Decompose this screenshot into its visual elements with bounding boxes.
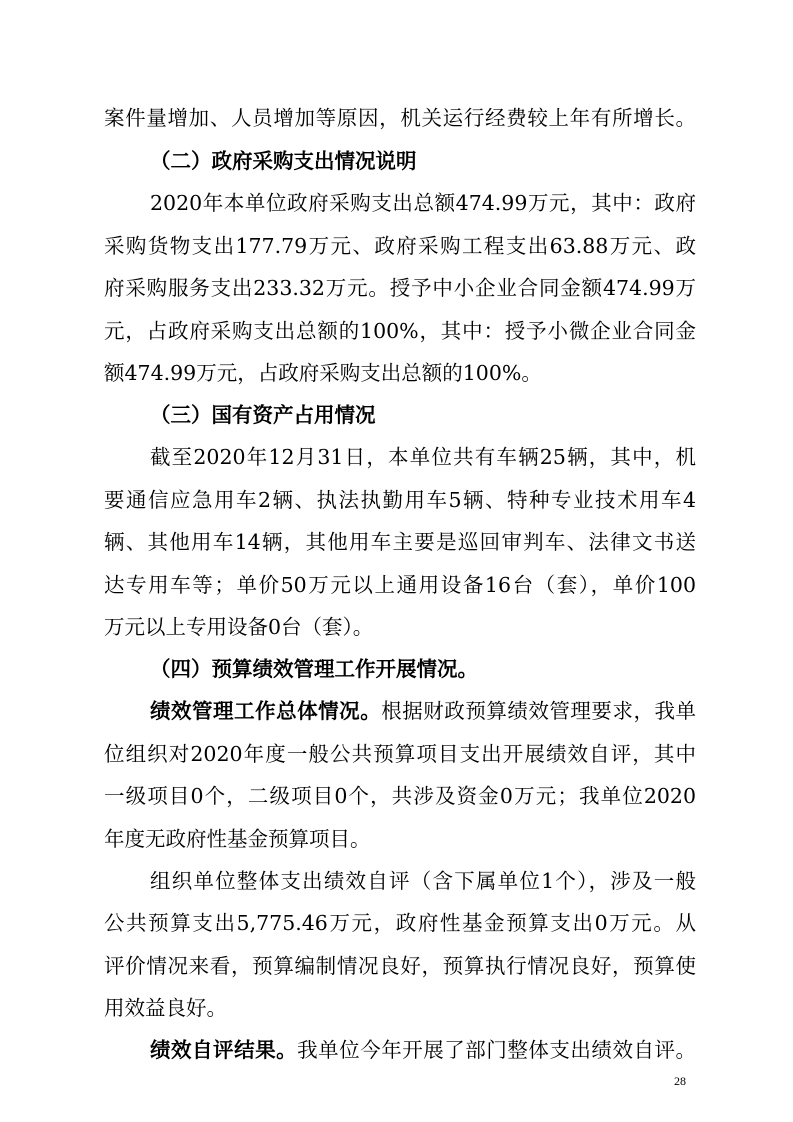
paragraph-line: 额474.99万元，占政府采购支出总额的100%。 <box>104 361 542 385</box>
paragraph-line: 年度无政府性基金预算项目。 <box>104 827 371 851</box>
bold-lead-in: 绩效管理工作总体情况。 <box>150 699 382 723</box>
paragraph-line: 辆、其他用车14辆，其他用车主要是巡回审判车、法律文书送 <box>104 530 696 554</box>
section-heading-4: （四）预算绩效管理工作开展情况。 <box>150 657 478 681</box>
paragraph-line: 2020年本单位政府采购支出总额474.99万元，其中：政府 <box>150 191 696 215</box>
paragraph-line: 公共预算支出5,775.46万元，政府性基金预算支出0万元。从 <box>104 911 696 935</box>
paragraph-line: 府采购服务支出233.32万元。授予中小企业合同金额474.99万 <box>104 276 696 300</box>
page-number: 28 <box>674 1074 686 1088</box>
paragraph-text: 我单位今年开展了部门整体支出绩效自评。 <box>297 1038 696 1062</box>
section-heading-3: （三）国有资产占用情况 <box>150 403 376 427</box>
paragraph-line: 万元以上专用设备0台（套）。 <box>104 615 374 639</box>
paragraph-line: 达专用车等；单价50万元以上通用设备16台（套），单价100 <box>104 573 696 597</box>
paragraph-line <box>150 1036 696 1064</box>
paragraph-line: 截至2020年12月31日，本单位共有车辆25辆，其中，机 <box>150 445 696 469</box>
bold-lead-in: 绩效自评结果。 <box>150 1038 298 1062</box>
paragraph-line: 案件量增加、人员增加等原因，机关运行经费较上年有所增长。 <box>104 106 696 130</box>
paragraph-line: 采购货物支出177.79万元、政府采购工程支出63.88万元、政 <box>104 234 696 258</box>
paragraph-line: 元，占政府采购支出总额的100%，其中：授予小微企业合同金 <box>104 319 696 343</box>
paragraph-line: 一级项目0个，二级项目0个，共涉及资金0万元；我单位2020 <box>104 784 696 808</box>
paragraph-line: 要通信应急用车2辆、执法执勤用车5辆、特种专业技术用车4 <box>104 488 696 512</box>
section-heading-2: （二）政府采购支出情况说明 <box>150 149 417 173</box>
paragraph-line: 组织单位整体支出绩效自评（含下属单位1个），涉及一般 <box>150 869 696 893</box>
paragraph-line: 评价情况来看，预算编制情况良好，预算执行情况良好，预算使 <box>104 954 696 978</box>
paragraph-line: 位组织对2020年度一般公共预算项目支出开展绩效自评，其中 <box>104 742 696 766</box>
paragraph-line: 用效益良好。 <box>104 996 227 1020</box>
paragraph-line <box>150 697 696 725</box>
paragraph-text: 根据财政预算绩效管理要求，我单 <box>381 699 697 723</box>
